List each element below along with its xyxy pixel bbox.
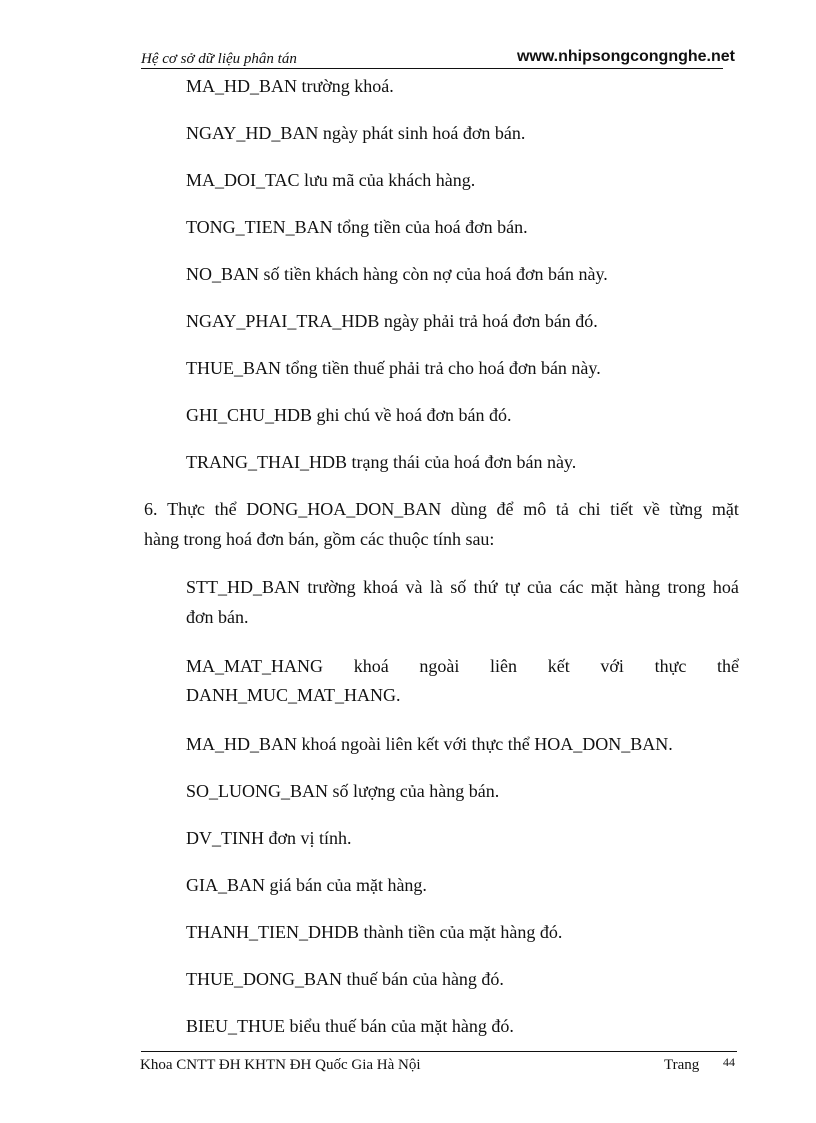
word: DONG_HOA_DON_BAN (246, 499, 442, 519)
word: để (496, 499, 514, 519)
header-website: www.nhipsongcongnghe.net (516, 48, 735, 65)
field-ma-doi-tac: MA_DOI_TAC lưu mã của khách hàng. (186, 170, 476, 190)
word: mặt (711, 499, 739, 519)
word: thể (214, 499, 237, 519)
footer-rule (141, 1051, 737, 1052)
word: hoá (712, 577, 739, 597)
word: Thực (167, 499, 205, 519)
word: khoá (363, 577, 399, 597)
word: về (642, 499, 660, 519)
field-ghi-chu-hdb: GHI_CHU_HDB ghi chú về hoá đơn bán đó. (186, 405, 512, 425)
field-thanh-tien-dhdb: THANH_TIEN_DHDB thành tiền của mặt hàng đó. (186, 922, 563, 942)
word: trong (667, 577, 706, 597)
word: liên (490, 656, 518, 676)
word: của (526, 577, 552, 597)
word: kết (547, 656, 570, 676)
word: thứ (473, 577, 498, 597)
word: MA_MAT_HANG (186, 656, 324, 676)
header-rule (141, 68, 723, 69)
footer-page-number: 44 (723, 1055, 735, 1069)
field-bieu-thue: BIEU_THUE biểu thuế bán của mặt hàng đó. (186, 1016, 514, 1036)
section6-intro-line1 (144, 498, 739, 520)
word: 6. (144, 499, 158, 519)
field-thue-dong-ban: THUE_DONG_BAN thuế bán của hàng đó. (186, 969, 504, 989)
word: trường (307, 577, 356, 597)
section6-intro-line2: hàng trong hoá đơn bán, gồm các thuộc tính sau: (144, 529, 495, 549)
word: thực (654, 656, 687, 676)
word: từng (669, 499, 703, 519)
word: là (429, 577, 443, 597)
field-ma-hd-ban: MA_HD_BAN trường khoá. (186, 76, 394, 96)
word: các (559, 577, 584, 597)
field-ma-mat-hang-line2: DANH_MUC_MAT_HANG. (186, 685, 401, 705)
field-ma-mat-hang-line1 (186, 655, 739, 677)
word: và (405, 577, 423, 597)
word: khoá (353, 656, 389, 676)
word: tiết (610, 499, 634, 519)
page-header (141, 47, 735, 69)
field-tong-tien-ban: TONG_TIEN_BAN tổng tiền của hoá đơn bán. (186, 217, 528, 237)
field-no-ban: NO_BAN số tiền khách hàng còn nợ của hoá đơn bán này. (186, 264, 608, 284)
word: số (450, 577, 467, 597)
field-ngay-phai-tra-hdb: NGAY_PHAI_TRA_HDB ngày phải trả hoá đơn bán đó. (186, 311, 598, 331)
field-gia-ban: GIA_BAN giá bán của mặt hàng. (186, 875, 427, 895)
field-so-luong-ban: SO_LUONG_BAN số lượng của hàng bán. (186, 781, 500, 801)
word: ngoài (419, 656, 460, 676)
word: mặt (590, 577, 618, 597)
word: thể (717, 656, 739, 676)
word: với (600, 656, 624, 676)
footer-page-label: Trang (664, 1057, 700, 1073)
word: hàng (625, 577, 661, 597)
field-thue-ban: THUE_BAN tổng tiền thuế phải trả cho hoá đơn bán này. (186, 358, 601, 378)
field-dv-tinh: DV_TINH đơn vị tính. (186, 828, 352, 848)
field-stt-hd-ban-line1 (186, 576, 739, 598)
header-title: Hệ cơ sở dữ liệu phân tán (141, 51, 297, 67)
word: tả (555, 499, 569, 519)
word: STT_HD_BAN (186, 577, 301, 597)
word: mô (523, 499, 547, 519)
footer-faculty: Khoa CNTT ĐH KHTN ĐH Quốc Gia Hà Nội (140, 1057, 421, 1073)
field-stt-hd-ban-line2: đơn bán. (186, 607, 249, 627)
field-trang-thai-hdb: TRANG_THAI_HDB trạng thái của hoá đơn bán này. (186, 452, 577, 472)
field-ngay-hd-ban: NGAY_HD_BAN ngày phát sinh hoá đơn bán. (186, 123, 526, 143)
word: tự (504, 577, 520, 597)
word: chi (578, 499, 601, 519)
word: dùng (450, 499, 487, 519)
field-ma-hd-ban-fk: MA_HD_BAN khoá ngoài liên kết với thực thể HOA_DON_BAN. (186, 734, 673, 754)
